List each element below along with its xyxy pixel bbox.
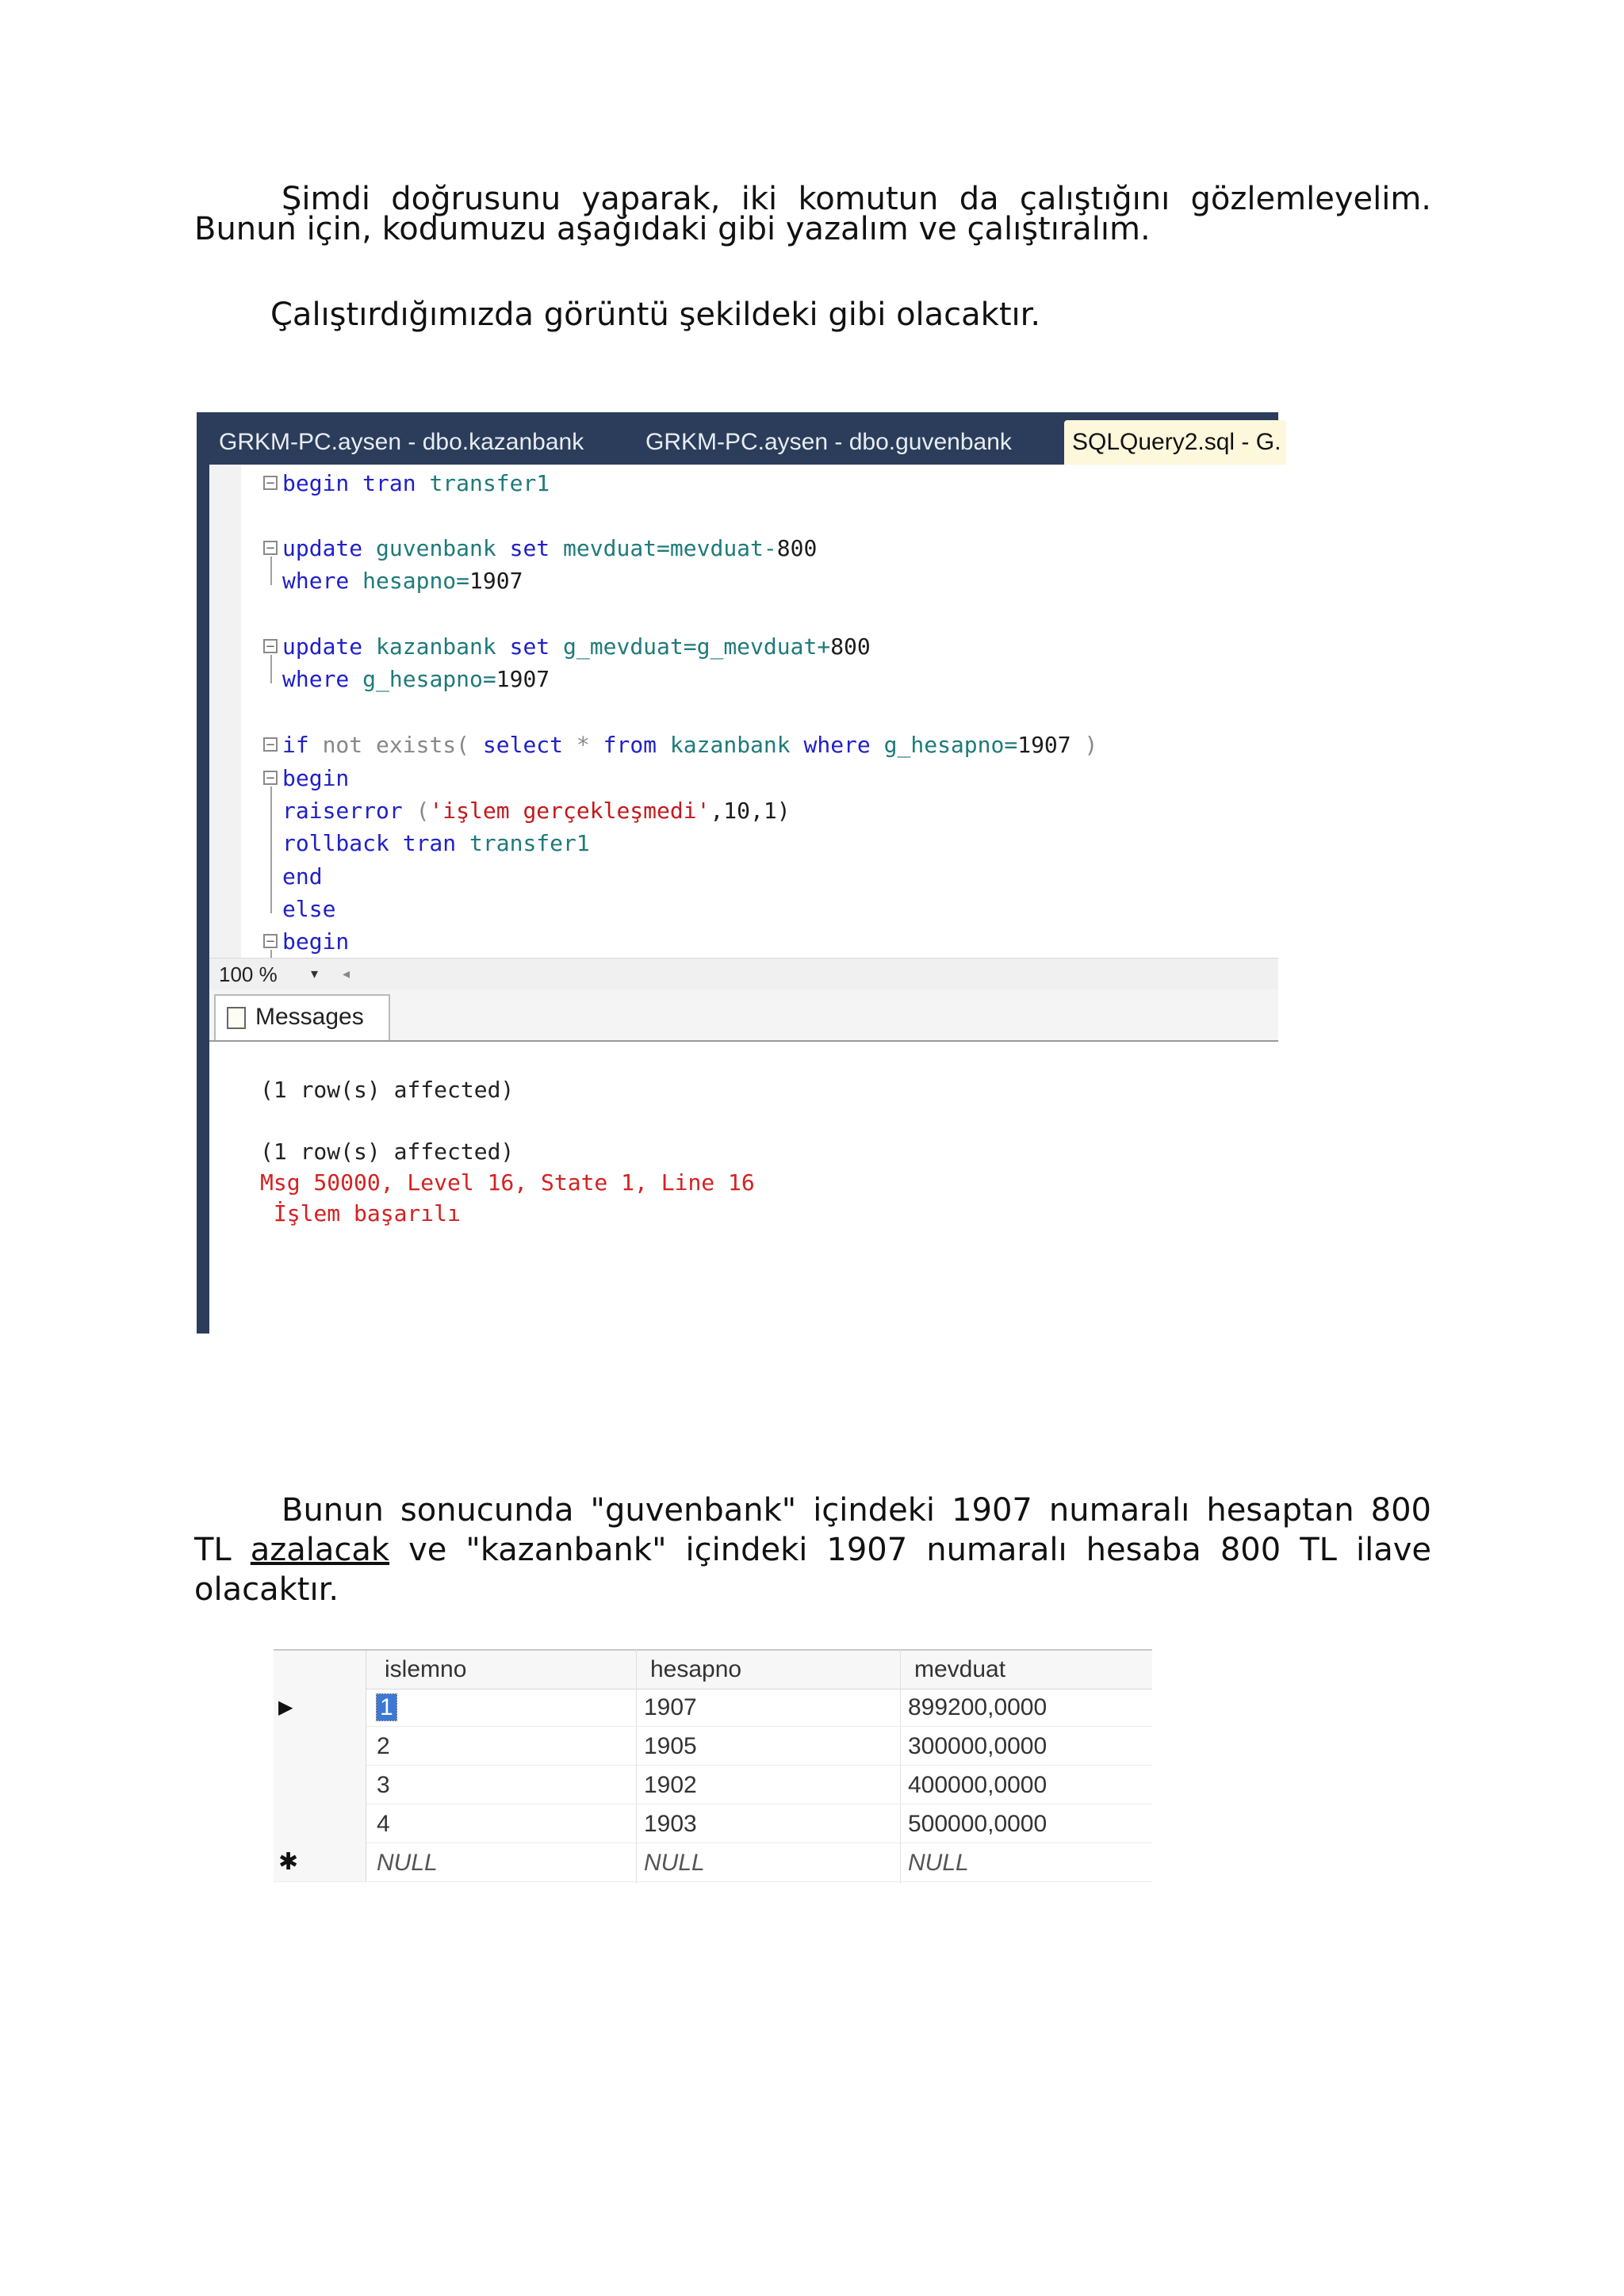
result-intro-paragraph <box>194 295 1431 335</box>
cell-mevduat[interactable]: 500000,0000 <box>908 1811 1048 1837</box>
row-selector[interactable] <box>274 1804 366 1843</box>
editor-margin <box>209 465 241 958</box>
zoom-dropdown-icon[interactable]: ▾ <box>311 966 319 982</box>
code-line: where g_hesapno=1907 <box>282 666 550 692</box>
row-selector[interactable] <box>274 1843 366 1881</box>
code-line: where hesapno=1907 <box>282 568 523 594</box>
row-selector[interactable] <box>274 1687 366 1726</box>
cell-hesapno[interactable]: NULL <box>644 1850 705 1876</box>
table-row-new[interactable] <box>274 1843 1152 1882</box>
conclusion-text-1: Bunun sonucunda "guvenbank" içindeki 1907 numaralı hesaptan 800 TL <box>194 1492 1431 1568</box>
error-message-line: İşlem başarılı <box>260 1200 461 1226</box>
code-line: update kazanbank set g_mevduat=g_mevduat+800 <box>282 633 871 660</box>
code-line: update guvenbank set mevduat=mevduat-800 <box>282 535 818 561</box>
results-grid <box>274 1649 1152 1887</box>
cell-hesapno[interactable]: 1905 <box>644 1733 697 1759</box>
conclusion-paragraph <box>194 1490 1431 1609</box>
document-tabbar <box>197 412 1281 465</box>
code-line: if not exists( select * from kazanbank where g_hesapno=1907 ) <box>282 732 1098 758</box>
fold-toggle-icon[interactable]: − <box>263 771 278 785</box>
intro-text: Şimdi doğrusunu yaparak, iki komutun da çalıştığını gözlemleyelim. Bunun için, kodumuzu aşağıdaki gibi yazalım ve çalıştıralım. <box>194 181 1431 247</box>
messages-pane <box>197 989 1278 1334</box>
row-selector[interactable] <box>274 1726 366 1765</box>
result-intro-text: Çalıştırdığımızda görüntü şekildeki gibi olacaktır. <box>270 297 1041 333</box>
error-message-line: Msg 50000, Level 16, State 1, Line 16 <box>260 1169 755 1196</box>
conclusion-text-2: ve "kazanbank" içindeki 1907 numaralı hesaba 800 TL ilave olacaktır. <box>194 1532 1432 1608</box>
fold-guide <box>270 557 272 585</box>
fold-toggle-icon[interactable]: − <box>263 541 278 555</box>
tab-kazanbank[interactable]: GRKM-PC.aysen - dbo.kazanbank <box>219 429 584 455</box>
intro-paragraph <box>194 181 1431 247</box>
column-header-mevduat[interactable]: mevduat <box>914 1656 1006 1682</box>
underlined-word: azalacak <box>250 1532 390 1568</box>
cell-islemno[interactable]: NULL <box>377 1850 438 1876</box>
tab-messages[interactable] <box>214 994 390 1040</box>
row-selector-header <box>274 1651 366 1689</box>
column-header-islemno[interactable]: islemno <box>385 1656 467 1682</box>
code-line: begin <box>282 928 350 955</box>
row-selector[interactable] <box>274 1765 366 1804</box>
tab-sqlquery2[interactable]: SQLQuery2.sql - G. <box>1064 420 1286 465</box>
fold-toggle-icon[interactable]: − <box>263 934 278 948</box>
code-line: begin <box>282 765 350 791</box>
message-line: (1 row(s) affected) <box>260 1138 515 1165</box>
fold-guide <box>270 655 272 683</box>
scroll-left-icon[interactable]: ◂ <box>343 966 350 982</box>
table-row[interactable] <box>274 1687 1152 1727</box>
zoom-bar <box>197 958 1278 990</box>
tab-messages-label: Messages <box>255 1004 364 1030</box>
code-line: raiserror ('işlem gerçekleşmedi',10,1) <box>282 798 791 824</box>
window-left-border <box>197 412 209 1334</box>
cell-islemno[interactable]: 4 <box>377 1811 390 1837</box>
cell-mevduat[interactable]: 400000,0000 <box>908 1772 1048 1798</box>
fold-guide <box>270 786 272 913</box>
query-editor[interactable] <box>197 465 1278 958</box>
cell-islemno[interactable] <box>377 1693 396 1722</box>
table-row[interactable] <box>274 1804 1152 1843</box>
code-line: end <box>282 863 323 890</box>
fold-toggle-icon[interactable]: − <box>263 476 278 490</box>
cell-islemno[interactable]: 2 <box>377 1733 390 1759</box>
cell-hesapno[interactable]: 1903 <box>644 1811 697 1837</box>
tab-guvenbank[interactable]: GRKM-PC.aysen - dbo.guvenbank <box>645 429 1012 455</box>
fold-toggle-icon[interactable]: − <box>263 639 278 653</box>
code-line: rollback tran transfer1 <box>282 830 590 856</box>
cell-mevduat[interactable]: NULL <box>908 1850 969 1876</box>
table-row[interactable] <box>274 1765 1152 1804</box>
messages-icon <box>227 1007 246 1029</box>
zoom-level[interactable]: 100 % <box>219 962 278 986</box>
table-row[interactable] <box>274 1726 1152 1766</box>
cell-islemno[interactable]: 3 <box>377 1772 390 1798</box>
selected-cell[interactable]: 1 <box>377 1694 396 1720</box>
fold-guide <box>270 950 272 958</box>
column-header-hesapno[interactable]: hesapno <box>650 1656 742 1682</box>
new-row-asterisk-icon: ✱ <box>278 1848 299 1876</box>
cell-mevduat[interactable]: 300000,0000 <box>908 1733 1048 1759</box>
cell-hesapno[interactable]: 1907 <box>644 1694 697 1720</box>
results-tabbar <box>197 989 1278 1042</box>
code-line: begin tran transfer1 <box>282 470 550 496</box>
message-line: (1 row(s) affected) <box>260 1077 515 1103</box>
cell-mevduat[interactable]: 899200,0000 <box>908 1694 1048 1720</box>
cell-hesapno[interactable]: 1902 <box>644 1772 697 1798</box>
ssms-screenshot <box>197 412 1281 1334</box>
code-line: else <box>282 896 336 922</box>
current-row-icon: ▶ <box>278 1696 293 1718</box>
fold-toggle-icon[interactable]: − <box>263 737 278 752</box>
grid-header <box>274 1649 1152 1689</box>
